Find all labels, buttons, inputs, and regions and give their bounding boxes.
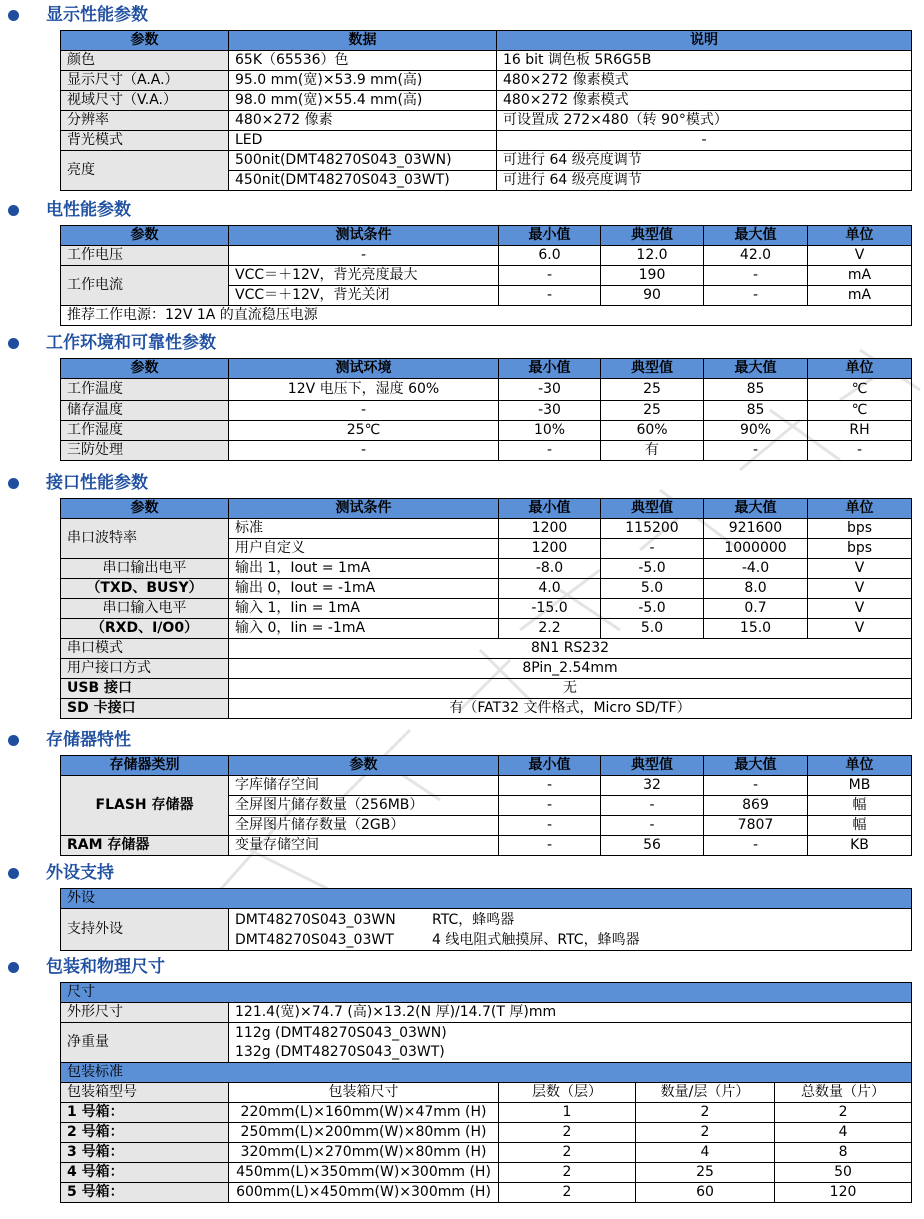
section-title: 电性能参数 <box>46 200 131 220</box>
column-header: 单位 <box>808 226 912 246</box>
cell: 65K（65536）色 <box>229 51 497 71</box>
cell: - <box>601 539 704 559</box>
column-header: 典型值 <box>601 226 704 246</box>
cell: V <box>808 559 912 579</box>
column-header: 最大值 <box>704 499 808 519</box>
cell: 115200 <box>601 519 704 539</box>
cell: 190 <box>601 266 704 286</box>
table-row <box>61 91 912 111</box>
row-label: 串口模式 <box>61 639 229 659</box>
display-table <box>60 30 912 191</box>
table-row <box>61 1123 912 1143</box>
bullet-icon <box>8 10 19 21</box>
cell: 4 <box>636 1143 775 1163</box>
cell: 可进行 64 级亮度调节 <box>497 151 912 171</box>
cell: 有 <box>601 441 704 461</box>
table-row <box>61 151 912 171</box>
cell: 1 <box>499 1103 636 1123</box>
table-row <box>61 441 912 461</box>
table-row <box>61 51 912 71</box>
cell: 1000000 <box>704 539 808 559</box>
table-header <box>61 31 912 51</box>
cell: - <box>601 816 704 836</box>
table-band <box>61 1063 912 1083</box>
column-header: 典型值 <box>601 359 704 379</box>
feature-list: 4 线电阻式触摸屏、RTC，蜂鸣器 <box>432 931 640 948</box>
cell: 480×272 像素模式 <box>497 91 912 111</box>
cell: 0.7 <box>704 599 808 619</box>
row-label: 分辨率 <box>61 111 229 131</box>
cell: ℃ <box>808 401 912 421</box>
row-label: 5 号箱： <box>61 1183 229 1203</box>
band-label: 外设 <box>61 889 912 909</box>
table-row <box>61 1023 912 1063</box>
cell: 25 <box>636 1163 775 1183</box>
row-label: （RXD、I/O0） <box>61 619 229 639</box>
table-row <box>61 1163 912 1183</box>
column-header: 参数 <box>61 499 229 519</box>
column-header: 参数 <box>229 756 499 776</box>
column-header: 参数 <box>61 359 229 379</box>
column-header: 数量/层（片） <box>636 1083 775 1103</box>
cell: V <box>808 246 912 266</box>
bullet-icon <box>8 205 19 216</box>
bullet-icon <box>8 868 19 879</box>
column-header: 包装箱尺寸 <box>229 1083 499 1103</box>
cell: bps <box>808 539 912 559</box>
table-row <box>61 401 912 421</box>
column-header: 典型值 <box>601 756 704 776</box>
cell: 121.4(宽)×74.7 (高)×13.2(N 厚)/14.7(T 厚)mm <box>229 1003 912 1023</box>
cell: 全屏图片储存数量（256MB） <box>229 796 499 816</box>
column-header: 包装箱型号 <box>61 1083 229 1103</box>
cell: 90% <box>704 421 808 441</box>
cell: 320mm(L)×270mm(W)×80mm (H) <box>229 1143 499 1163</box>
cell: 56 <box>601 836 704 856</box>
table-row <box>61 111 912 131</box>
weight-list <box>229 1023 912 1063</box>
feature-list: RTC，蜂鸣器 <box>432 911 515 928</box>
cell: 12.0 <box>601 246 704 266</box>
cell: 8Pin_2.54mm <box>229 659 912 679</box>
cell: 2.2 <box>499 619 601 639</box>
cell: bps <box>808 519 912 539</box>
column-header: 存储器类别 <box>61 756 229 776</box>
table-row <box>61 519 912 539</box>
cell: 16 bit 调色板 5R6G5B <box>497 51 912 71</box>
cell: - <box>229 441 499 461</box>
table-row <box>61 306 912 326</box>
cell: 用户自定义 <box>229 539 499 559</box>
column-header: 参数 <box>61 226 229 246</box>
row-label: 用户接口方式 <box>61 659 229 679</box>
cell: -30 <box>499 379 601 401</box>
cell: 输出 1，Iout = 1mA <box>229 559 499 579</box>
row-label: 工作温度 <box>61 379 229 401</box>
table-row <box>61 421 912 441</box>
cell: 无 <box>229 679 912 699</box>
cell: - <box>704 286 808 306</box>
row-label: 外形尺寸 <box>61 1003 229 1023</box>
row-label: 支持外设 <box>61 909 229 951</box>
cell: mA <box>808 266 912 286</box>
section-title: 工作环境和可靠性参数 <box>46 333 216 353</box>
table-row <box>61 1183 912 1203</box>
cell: 450mm(L)×350mm(W)×300mm (H) <box>229 1163 499 1183</box>
cell: 4 <box>775 1123 912 1143</box>
cell: 7807 <box>704 816 808 836</box>
column-header: 单位 <box>808 499 912 519</box>
cell: - <box>499 441 601 461</box>
row-label: 3 号箱： <box>61 1143 229 1163</box>
row-label: 串口输出电平 <box>61 559 229 579</box>
cell: -5.0 <box>601 599 704 619</box>
cell: 220mm(L)×160mm(W)×47mm (H) <box>229 1103 499 1123</box>
model-name: DMT48270S043_03WN <box>235 911 396 928</box>
column-header: 单位 <box>808 359 912 379</box>
table-row <box>61 836 912 856</box>
column-header: 单位 <box>808 756 912 776</box>
cell: 60% <box>601 421 704 441</box>
cell: 2 <box>636 1103 775 1123</box>
row-label: 净重量 <box>61 1023 229 1063</box>
column-header: 最大值 <box>704 226 808 246</box>
cell: 25 <box>601 379 704 401</box>
table-header <box>61 359 912 379</box>
cell: 变量存储空间 <box>229 836 499 856</box>
weight-line: 132g (DMT48270S043_03WT) <box>235 1043 445 1060</box>
peripherals-table <box>60 888 912 951</box>
table-row <box>61 659 912 679</box>
section-title: 外设支持 <box>46 863 114 883</box>
row-label: 工作电流 <box>61 266 229 306</box>
cell: - <box>499 286 601 306</box>
column-header: 总数量（片） <box>775 1083 912 1103</box>
cell: - <box>497 131 912 151</box>
cell: - <box>704 776 808 796</box>
cell: 250mm(L)×200mm(W)×80mm (H) <box>229 1123 499 1143</box>
column-header: 最小值 <box>499 499 601 519</box>
row-label: 工作电压 <box>61 246 229 266</box>
cell: 幅 <box>808 796 912 816</box>
cell: 500nit(DMT48270S043_03WN) <box>229 151 497 171</box>
environment-table <box>60 358 912 461</box>
row-label: 工作湿度 <box>61 421 229 441</box>
cell: 8 <box>775 1143 912 1163</box>
table-row <box>61 776 912 796</box>
model-name: DMT48270S043_03WT <box>235 931 394 948</box>
cell: 25 <box>601 401 704 421</box>
column-header: 测试条件 <box>229 226 499 246</box>
column-header: 参数 <box>61 31 229 51</box>
cell: 2 <box>636 1123 775 1143</box>
table-row <box>61 379 912 401</box>
cell: VCC＝＋12V，背光关闭 <box>229 286 499 306</box>
section-title: 接口性能参数 <box>46 473 148 493</box>
electrical-table <box>60 225 912 326</box>
bullet-icon <box>8 962 19 973</box>
cell: 5.0 <box>601 619 704 639</box>
table-row <box>61 1003 912 1023</box>
row-label: 串口波特率 <box>61 519 229 559</box>
table-row <box>61 266 912 286</box>
cell: - <box>499 816 601 836</box>
table-row <box>61 131 912 151</box>
cell: 480×272 像素模式 <box>497 71 912 91</box>
cell: 输出 0，Iout = -1mA <box>229 579 499 599</box>
table-row <box>61 599 912 619</box>
cell: 921600 <box>704 519 808 539</box>
packaging-table <box>60 982 912 1203</box>
row-label: 2 号箱： <box>61 1123 229 1143</box>
cell: 85 <box>704 401 808 421</box>
table-band <box>61 983 912 1003</box>
cell: VCC＝＋12V，背光亮度最大 <box>229 266 499 286</box>
cell: - <box>601 796 704 816</box>
cell: MB <box>808 776 912 796</box>
row-label: 背光模式 <box>61 131 229 151</box>
cell: 85 <box>704 379 808 401</box>
note: 推荐工作电源：12V 1A 的直流稳压电源 <box>61 306 912 326</box>
cell: 2 <box>499 1163 636 1183</box>
band-label: 包装标准 <box>61 1063 912 1083</box>
bullet-icon <box>8 338 19 349</box>
cell: - <box>229 246 499 266</box>
column-header: 最小值 <box>499 226 601 246</box>
section-title: 存储器特性 <box>46 730 131 750</box>
cell: - <box>229 401 499 421</box>
table-header <box>61 756 912 776</box>
table-row <box>61 699 912 719</box>
column-header: 最大值 <box>704 756 808 776</box>
cell: LED <box>229 131 497 151</box>
cell: 输入 1，Iin = 1mA <box>229 599 499 619</box>
table-row <box>61 679 912 699</box>
cell: 幅 <box>808 816 912 836</box>
cell: 450nit(DMT48270S043_03WT) <box>229 171 497 191</box>
cell: 10% <box>499 421 601 441</box>
cell: -15.0 <box>499 599 601 619</box>
column-header: 测试环境 <box>229 359 499 379</box>
table-band <box>61 889 912 909</box>
section-title: 显示性能参数 <box>46 5 148 25</box>
column-header: 最大值 <box>704 359 808 379</box>
column-header: 层数（层） <box>499 1083 636 1103</box>
table-row <box>61 619 912 639</box>
cell: 2 <box>499 1123 636 1143</box>
table-row <box>61 1103 912 1123</box>
row-label: 颜色 <box>61 51 229 71</box>
table-row <box>61 639 912 659</box>
cell: 95.0 mm(宽)×53.9 mm(高) <box>229 71 497 91</box>
cell: 2 <box>499 1183 636 1203</box>
cell: 可设置成 272×480（转 90°模式） <box>497 111 912 131</box>
cell: 90 <box>601 286 704 306</box>
cell: 有（FAT32 文件格式，Micro SD/TF） <box>229 699 912 719</box>
cell: 6.0 <box>499 246 601 266</box>
cell: 1200 <box>499 519 601 539</box>
row-label: 储存温度 <box>61 401 229 421</box>
cell: 60 <box>636 1183 775 1203</box>
cell: V <box>808 619 912 639</box>
cell: -8.0 <box>499 559 601 579</box>
cell: 25℃ <box>229 421 499 441</box>
column-header: 典型值 <box>601 499 704 519</box>
table-row <box>61 579 912 599</box>
cell: RH <box>808 421 912 441</box>
weight-line: 112g (DMT48270S043_03WN) <box>235 1024 447 1041</box>
cell: 32 <box>601 776 704 796</box>
column-header: 说明 <box>497 31 912 51</box>
cell: - <box>499 836 601 856</box>
cell: 869 <box>704 796 808 816</box>
row-label: USB 接口 <box>61 679 229 699</box>
cell: 8N1 RS232 <box>229 639 912 659</box>
band-label: 尺寸 <box>61 983 912 1003</box>
row-label: （TXD、BUSY） <box>61 579 229 599</box>
table-row <box>61 559 912 579</box>
cell: 600mm(L)×450mm(W)×300mm (H) <box>229 1183 499 1203</box>
cell: mA <box>808 286 912 306</box>
cell: 12V 电压下，湿度 60% <box>229 379 499 401</box>
cell: - <box>499 776 601 796</box>
row-label: 1 号箱： <box>61 1103 229 1123</box>
cell: 4.0 <box>499 579 601 599</box>
table-header <box>61 1083 912 1103</box>
cell: V <box>808 579 912 599</box>
row-label: 亮度 <box>61 151 229 191</box>
peripherals-list <box>229 909 912 951</box>
cell: 标准 <box>229 519 499 539</box>
table-row <box>61 1143 912 1163</box>
row-label: 视域尺寸（V.A.） <box>61 91 229 111</box>
cell: 2 <box>499 1143 636 1163</box>
cell: ℃ <box>808 379 912 401</box>
row-label: 4 号箱： <box>61 1163 229 1183</box>
cell: -5.0 <box>601 559 704 579</box>
column-header: 测试条件 <box>229 499 499 519</box>
cell: 120 <box>775 1183 912 1203</box>
cell: 15.0 <box>704 619 808 639</box>
table-header <box>61 499 912 519</box>
cell: -30 <box>499 401 601 421</box>
table-row <box>61 71 912 91</box>
cell: 50 <box>775 1163 912 1183</box>
bullet-icon <box>8 735 19 746</box>
storage-table <box>60 755 912 856</box>
cell: 42.0 <box>704 246 808 266</box>
cell: KB <box>808 836 912 856</box>
column-header: 数据 <box>229 31 497 51</box>
cell: 输入 0，Iin = -1mA <box>229 619 499 639</box>
column-header: 最小值 <box>499 756 601 776</box>
row-label: 串口输入电平 <box>61 599 229 619</box>
cell: 5.0 <box>601 579 704 599</box>
cell: 全屏图片储存数量（2GB） <box>229 816 499 836</box>
bullet-icon <box>8 478 19 489</box>
row-label: 三防处理 <box>61 441 229 461</box>
cell: 480×272 像素 <box>229 111 497 131</box>
row-label: SD 卡接口 <box>61 699 229 719</box>
cell: - <box>704 266 808 286</box>
interface-table <box>60 498 912 719</box>
cell: - <box>499 266 601 286</box>
cell: - <box>704 441 808 461</box>
cell: 8.0 <box>704 579 808 599</box>
cell: 可进行 64 级亮度调节 <box>497 171 912 191</box>
row-label: RAM 存储器 <box>61 836 229 856</box>
section-title: 包装和物理尺寸 <box>46 957 165 977</box>
cell: 98.0 mm(宽)×55.4 mm(高) <box>229 91 497 111</box>
cell: 2 <box>775 1103 912 1123</box>
table-row <box>61 246 912 266</box>
row-label: FLASH 存储器 <box>61 776 229 836</box>
table-row <box>61 909 912 951</box>
cell: 字库储存空间 <box>229 776 499 796</box>
cell: 1200 <box>499 539 601 559</box>
table-header <box>61 226 912 246</box>
column-header: 最小值 <box>499 359 601 379</box>
cell: - <box>704 836 808 856</box>
cell: - <box>808 441 912 461</box>
cell: V <box>808 599 912 619</box>
cell: -4.0 <box>704 559 808 579</box>
row-label: 显示尺寸（A.A.） <box>61 71 229 91</box>
cell: - <box>499 796 601 816</box>
